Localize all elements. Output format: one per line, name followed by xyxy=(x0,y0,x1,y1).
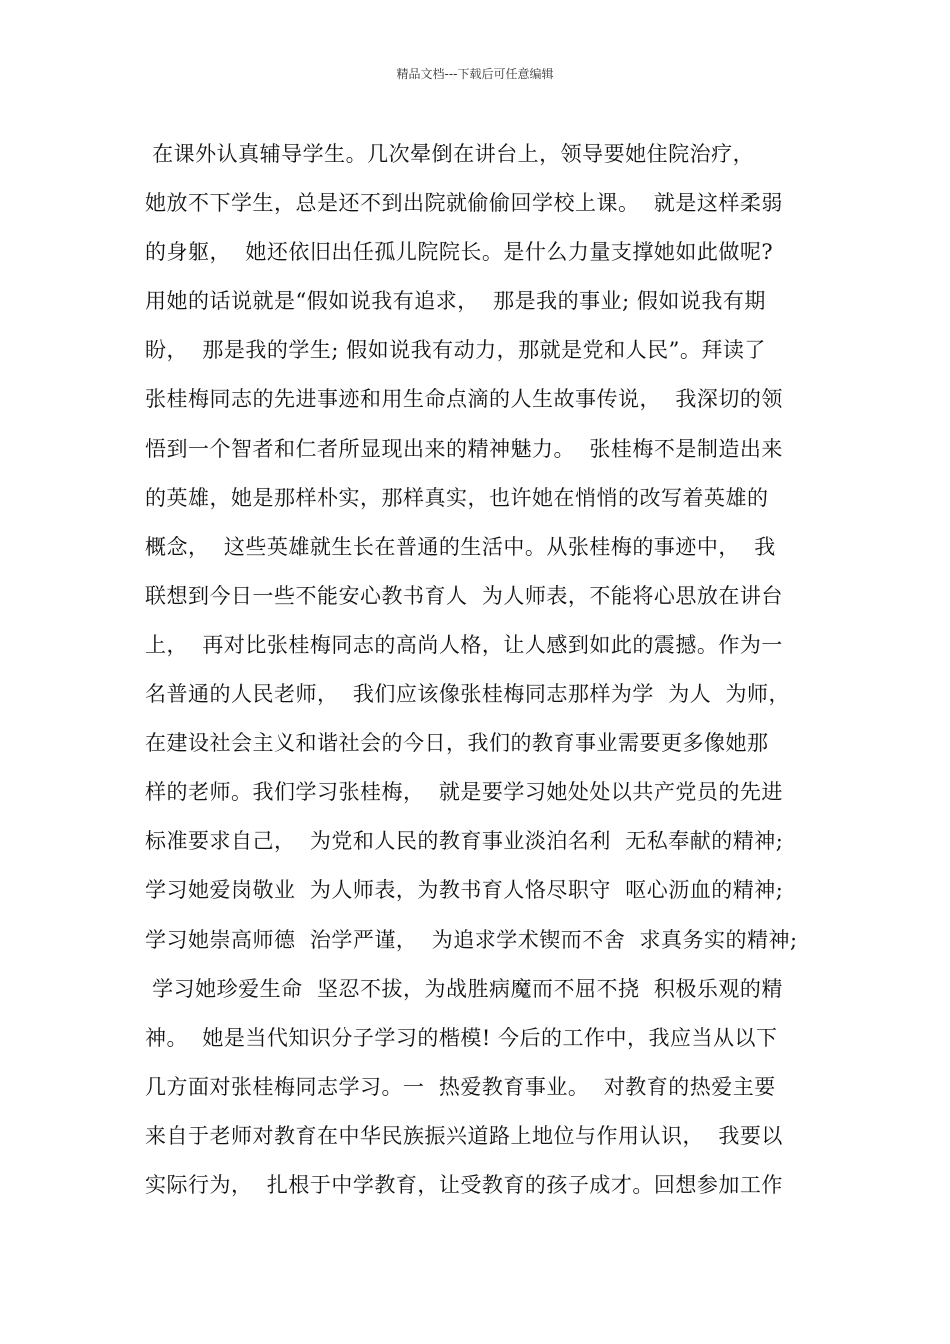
text-line: 标准要求自己， 为党和人民的教育事业淡泊名利 无私奉献的精神; xyxy=(145,829,784,854)
text-line: 神。 她是当代知识分子学习的楷模! 今后的工作中，我应当从以下 xyxy=(145,1025,778,1050)
text-line: 的英雄，她是那样朴实，那样真实，也许她在悄悄的改写着英雄的 xyxy=(145,485,769,510)
text-line: 概念， 这些英雄就生长在普通的生活中。从张桂梅的事迹中， 我 xyxy=(145,534,776,559)
body-text xyxy=(145,130,825,1210)
text-line: 学习她爱岗敬业 为人师表，为教书育人恪尽职守 呕心沥血的精神; xyxy=(145,878,784,903)
text-line: 的身躯， 她还依旧出任孤儿院院长。是什么力量支撑她如此做呢? xyxy=(145,240,774,265)
text-line: 在课外认真辅导学生。几次晕倒在讲台上，领导要她住院治疗， xyxy=(145,142,755,166)
text-line: 联想到今日一些不能安心教书育人 为人师表，不能将心思放在讲台 xyxy=(145,583,783,608)
text-line: 用她的话说就是“假如说我有追求， 那是我的事业; 假如说我有期 xyxy=(145,289,766,314)
text-line: 名普通的人民老师， 我们应该像张桂梅同志那样为学 为人 为师， xyxy=(145,682,791,707)
text-line: 实际行为， 扎根于中学教育，让受教育的孩子成才。回想参加工作 xyxy=(145,1172,783,1197)
text-line: 学习她珍爱生命 坚忍不拔，为战胜病魔而不屈不挠 积极乐观的精 xyxy=(145,976,783,1001)
page-header: 精品文档---下载后可任意编辑 xyxy=(396,67,554,81)
text-line: 学习她崇高师德 治学严谨， 为追求学术锲而不舍 求真务实的精神; xyxy=(145,927,798,952)
text-line: 悟到一个智者和仁者所显现出来的精神魅力。 张桂梅不是制造出来 xyxy=(145,436,783,461)
text-line: 张桂梅同志的先进事迹和用生命点滴的人生故事传说， 我深切的领 xyxy=(145,387,783,412)
text-line: 几方面对张桂梅同志学习。一 热爱教育事业。 对教育的热爱主要 xyxy=(145,1074,776,1099)
text-line: 来自于老师对教育在中华民族振兴道路上地位与作用认识， 我要以 xyxy=(145,1123,783,1148)
text-line: 她放不下学生，总是还不到出院就偷偷回学校上课。 就是这样柔弱 xyxy=(145,191,783,216)
text-line: 上， 再对比张桂梅同志的高尚人格，让人感到如此的震撼。作为一 xyxy=(145,632,783,657)
text-line: 在建设社会主义和谐社会的今日，我们的教育事业需要更多像她那 xyxy=(145,731,769,756)
text-line: 样的老师。我们学习张桂梅， 就是要学习她处处以共产党员的先进 xyxy=(145,780,783,805)
text-line: 盼， 那是我的学生; 假如说我有动力，那就是党和人民”。拜读了 xyxy=(145,338,766,363)
